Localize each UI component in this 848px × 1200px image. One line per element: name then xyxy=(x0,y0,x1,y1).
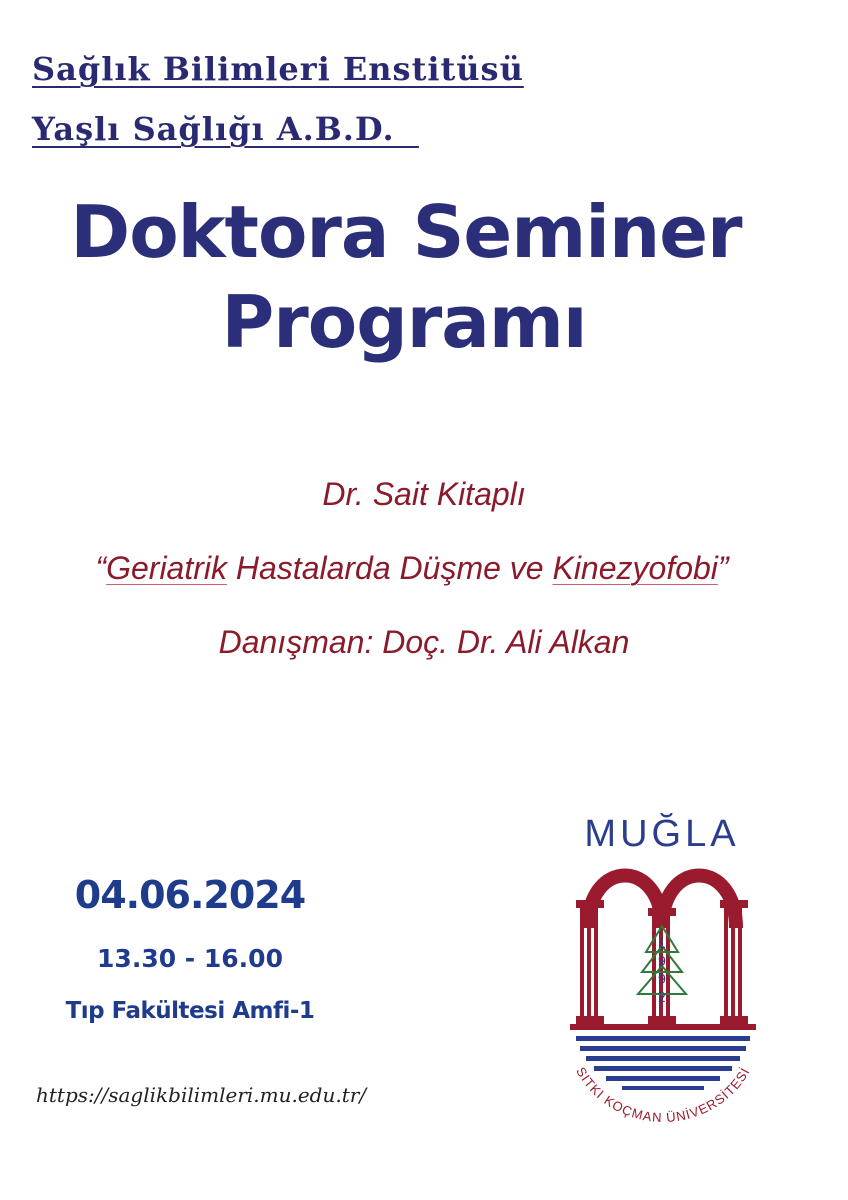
topic-word-kinezyofobi: Kinezyofobi xyxy=(552,550,718,586)
base-bar xyxy=(570,1024,756,1030)
website-link[interactable]: https://saglikbilimleri.mu.edu.tr/ xyxy=(36,1083,367,1107)
department-heading: Yaşlı Sağlığı A.B.D. xyxy=(32,110,419,148)
institute-heading: Sağlık Bilimleri Enstitüsü xyxy=(32,50,524,88)
event-venue: Tıp Fakültesi Amfi-1 xyxy=(65,998,315,1024)
speaker-name: Dr. Sait Kitaplı xyxy=(322,476,526,512)
topic-word-geriatrik: Geriatrik xyxy=(106,550,227,586)
year-digit-1: 1 xyxy=(657,937,667,952)
university-logo xyxy=(560,808,780,1128)
seminar-topic xyxy=(0,550,836,587)
year-digit-4: 2 xyxy=(657,991,667,1006)
event-time: 13.30 - 16.00 xyxy=(97,944,283,973)
event-date: 04.06.2024 xyxy=(74,873,306,917)
title-line-2: Programı xyxy=(221,280,587,364)
open-quote: “ xyxy=(95,550,107,586)
year-digit-2: 9 xyxy=(657,955,667,970)
advisor: Danışman: Doç. Dr. Ali Alkan xyxy=(218,624,630,660)
year-digit-3: 9 xyxy=(657,973,667,988)
title-line-1: Doktora Seminer xyxy=(70,190,742,274)
logo-ring-text: SITKI KOÇMAN ÜNİVERSİTESİ xyxy=(573,1064,753,1126)
close-quote: ” xyxy=(717,550,729,586)
water-lines xyxy=(576,1036,750,1090)
topic-middle: Hastalarda Düşme ve xyxy=(227,550,553,586)
logo-top-text: MUĞLA xyxy=(584,813,740,855)
